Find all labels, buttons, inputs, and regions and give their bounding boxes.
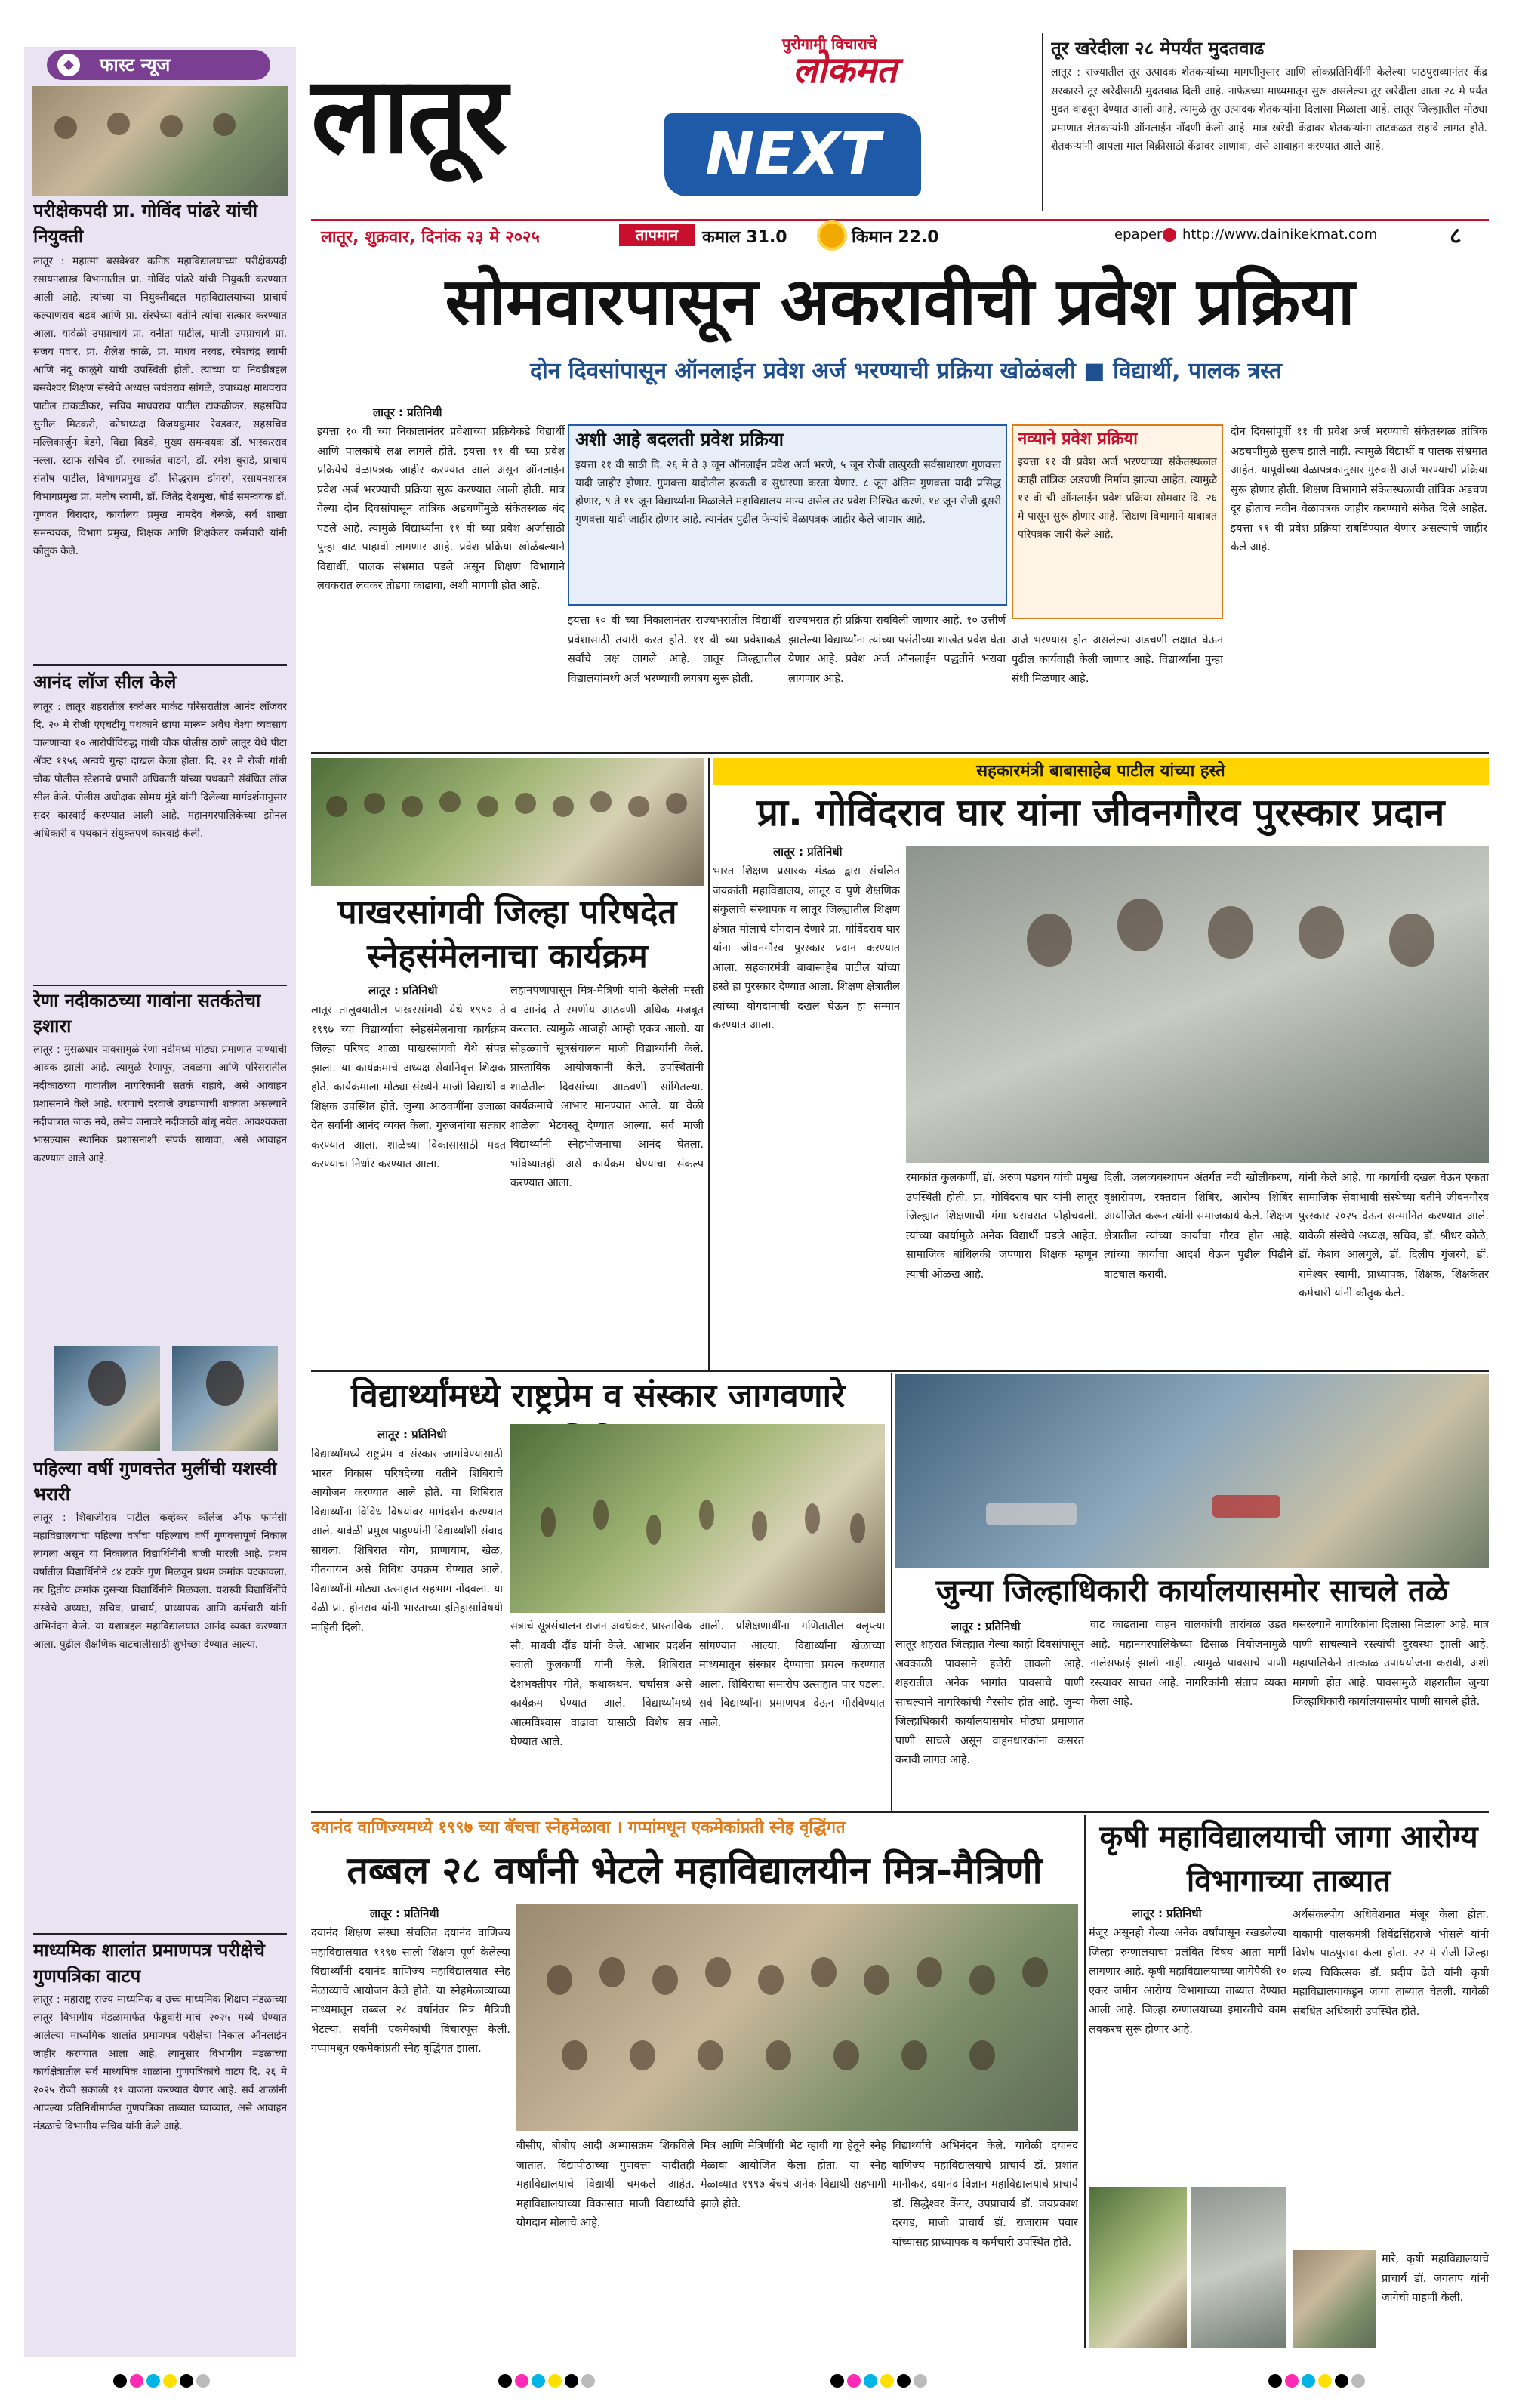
mitra-photo xyxy=(516,1904,1078,2131)
krushi-byline: लातूर : प्रतिनिधी xyxy=(1132,1907,1202,1920)
lead-title: सोमवारपासून अकरावीची प्रवेश प्रक्रिया xyxy=(445,264,1355,340)
pakh-col-2: लहानपणापासून मित्र-मैत्रिणी यांनी केलेली मस्ती व आनंद ते रमणीय आठवणी अधिक मजबूत करतात. त्यामुळे आजही आम्ही एकत्र आलो. या सोहळ्याचे सूत्रसंचालन माजी विद्यार्थ्यांनी केले. प्रास्ताविक आयोजकांनी केले. उपस्थितांनी शाळेतील दिवसांच्या आठवणी सांगितल्या. कार्यक्रमाचे आभार मानण्यात आले. या वेळी शाळेला भेटवस्तू देण्यात आल्या. सर्व माजी विद्यार्थ्यांनी स्नेहभोजनाचा आनंद घेतला. भविष्यातही असे कार्यक्रम घेण्याचा संकल्प करण्यात आला. xyxy=(510,985,704,1189)
lead-deck: दोन दिवसांपासून ऑनलाईन प्रवेश अर्ज भरण्याची प्रक्रिया खोळंबली ■ विद्यार्थी, पालक त्रस्त xyxy=(530,358,1282,384)
page-number: ८ xyxy=(1450,223,1462,249)
mitra-col-1: दयानंद शिक्षण संस्था संचलित दयानंद वाणिज्य महाविद्यालयात १९९७ साली शिक्षण पूर्ण केलेल्या विद्यार्थ्यांनी दयानंद वाणिज्य महाविद्यालयात स्नेह मेळाव्याचे आयोजन केले होते. या स्नेहमेळाव्याच्या माध्यमातून तब्बल २८ वर्षानंतर मित्र मैत्रिणी भेटल्या. सर्वांनी एकमेकांची विचारपूस केली. गप्पांमधून एकमेकांप्रती स्नेह वृद्धिंगत झाला. xyxy=(311,1927,510,2055)
krushi-col-2: अर्थसंकल्पीय अधिवेशनात मंजूर केला होता. याकामी पालकमंत्री शिवेंद्रसिंहराजे भोसले यांनी विशेष पाठपुरावा केला होता. २२ मे रोजी जिल्हा शल्य चिकित्सक डॉ. प्रदीप ढेले यांनी कृषी महाविद्यालयाकडून जागा ताब्यात घेतली. यावेळी संबंधित अधिकारी उपस्थित होते. xyxy=(1293,1909,1489,2018)
krushi-col-3: मारे, कृषी महाविद्यालयाचे प्राचार्य डॉ. जगताप यांनी जागेची पाहणी केली. xyxy=(1382,2253,1489,2304)
new-process-body: इयत्ता ११ वी प्रवेश अर्ज भरण्याच्या संकेतस्थळात काही तांत्रिक अडचणी निर्माण झाल्या आहेत. त्यामुळे ११ वी ची ऑनलाईन प्रवेश प्रक्रिया सोमवार दि. २६ मे पासून सुरू होणार आहे. शिक्षण विभागाने याबाबत परिपत्रक जारी केले आहे. xyxy=(1018,456,1217,541)
lead-col-3: राज्यभरात ही प्रक्रिया राबविली जाणार आहे. १० उत्तीर्ण झालेल्या विद्यार्थ्यांना त्यांच्या पसंतीच्या शाखेत प्रवेश घेता येणार आहे. प्रवेश अर्ज ऑनलाईन पद्धतीने भरावा लागणार आहे. xyxy=(788,615,1006,685)
shibir-photo xyxy=(510,1424,885,1613)
govind-col-2: रमाकांत कुलकर्णी, डॉ. अरुण पडघन यांची प्रमुख उपस्थिती होती. प्रा. गोविंदराव घार यांनी लातूर जिल्ह्यात शिक्षणाची गंगा घराघरात पोहोचवली. त्यांच्या कार्यामुळे अनेक विद्यार्थी घडले आहेत. सामाजिक बांधिलकी जपणारा शिक्षक म्हणून त्यांची ओळख आहे. xyxy=(906,1172,1098,1281)
talle-col-2: वाट काढताना वाहन चालकांची तारांबळ उडत आहे. महानगरपालिकेच्या ढिसाळ नियोजनामुळे नालेसफाई झाली नाही. त्यामुळे पावसाचे पाणी रस्त्यावर साचत आहे. नागरिकांनी संताप व्यक्त केला आहे. xyxy=(1090,1619,1286,1708)
new-process-title: नव्याने प्रवेश प्रक्रिया xyxy=(1018,430,1139,449)
mitra-byline: लातूर : प्रतिनिधी xyxy=(370,1907,439,1920)
temp-max: कमाल 31.0 xyxy=(702,228,787,247)
govind-col-1: भारत शिक्षण प्रसारक मंडळ द्वारा संचलित जयक्रांती महाविद्यालय, लातूर व पुणे शैक्षणिक संकुलाचे संस्थापक व लातूर जिल्ह्यातील शिक्षण क्षेत्रात मोलाचे योगदान देणारे प्रा. गोविंदराव घार यांना जीवनगौरव पुरस्कार प्रदान करण्यात आला. सहकारमंत्री बाबासाहेब पाटील यांच्या हस्ते हा पुरस्कार देण्यात आला. शिक्षण क्षेत्रातील त्यांच्या योगदानाची दखल घेऊन हा सन्मान करण्यात आला. xyxy=(713,865,900,1031)
lead-col-5: दोन दिवसांपूर्वी ११ वी प्रवेश अर्ज भरण्याचे संकेतस्थळ तांत्रिक अडचणीमुळे सुरूच झाले नाही. त्यामुळे विद्यार्थी व पालक संभ्रमात आहेत. यापूर्वीच्या वेळापत्रकानुसार गुरुवारी अर्ज भरण्याची प्रक्रिया सुरू होणार होती. शिक्षण विभागाने संकेतस्थळाची तांत्रिक अडचण दूर होताच नवीन वेळापत्रक जाहीर करण्याचे संकेत दिले आहेत. इयत्ता ११ वी प्रवेश प्रक्रिया राबविण्यात येणार असल्याचे जाहीर केले आहे. xyxy=(1231,426,1487,553)
govind-col-4: यांनी केले आहे. या कार्याची दखल घेऊन एकता सामाजिक सेवाभावी संस्थेच्या वतीने जीवनगौरव पुरस्कार २०२५ देऊन सन्मानित करण्यात आले. यावेळी संस्थेचे अध्यक्ष, सचिव, डॉ. श्रीधर कोळे, डॉ. केशव आलगुले, डॉ. दिलीप गुंजरगे, डॉ. रामेश्वर स्वामी, प्राध्यापक, शिक्षक, शिक्षकेतर कर्मचारी यांनी कौतुक केले. xyxy=(1299,1172,1489,1300)
lead-byline: लातूर : प्रतिनिधी xyxy=(373,405,442,419)
masthead-brand: लोकमत xyxy=(793,49,897,91)
mitra-kicker: दयानंद वाणिज्यमध्ये १९९७ च्या बॅचचा स्नेहमेळावा । गप्पांमधून एकमेकांप्रती स्नेह वृद्धिंगत xyxy=(311,1818,846,1837)
sun-icon xyxy=(820,224,844,248)
sidebar-photo-student-2 xyxy=(172,1346,278,1451)
lead-col-2: इयत्ता १० वी च्या निकालानंतर राज्यभरातील विद्यार्थी प्रवेशासाठी तयारी करत होते. ११ वी च्या प्रवेशाकडे सर्वांचे लक्ष लागले आहे. लातूर जिल्ह्यातील विद्यालयांमध्ये अर्ज भरण्याची लगबग सुरू होती. xyxy=(568,615,781,685)
pakh-title: पाखरसांगवी जिल्हा परिषदेत स्नेहसंमेलनाचा कार्यक्रम xyxy=(337,893,677,976)
epaper-icon xyxy=(1163,228,1176,242)
govind-byline: लातूर : प्रतिनिधी xyxy=(773,845,843,859)
shibir-byline: लातूर : प्रतिनिधी xyxy=(377,1428,447,1441)
krushi-photo-1 xyxy=(1089,2187,1187,2348)
talle-col-3: घसरल्याने नागरिकांना दिलासा मिळाला आहे. मात्र पाणी साचल्याने रस्त्यांची दुरवस्था झाली आहे. महापालिकेने तात्काळ उपाययोजना करावी, अशी मागणी होत आहे. पावसामुळे शहरातील जुन्या जिल्हाधिकारी कार्यालयासमोर पाणी साचले होते. xyxy=(1293,1619,1489,1708)
sidebar-title: फास्ट न्यूज xyxy=(100,54,171,76)
pakh-byline: लातूर : प्रतिनिधी xyxy=(368,984,438,997)
krushi-photo-2 xyxy=(1191,2187,1286,2348)
s2-body: लातूर : लातूर शहरातील स्क्वेअर मार्केट परिसरातील आनंद लॉजवर दि. २० मे रोजी एएचटीयू पथकाने छापा मारून अवैध वेश्या व्यवसाय चालणाऱ्या १० आरोपींविरुद्ध गांधी चौक पोलीस ठाणे लातूर येथे पीटा ॲक्ट १९५६ अन्वये गुन्हा दाखल केला होता. दि. २१ मे रोजी गांधी चौक पोलीस स्टेशनचे प्रभारी अधिकारी यांच्या पथकाने संबंधित लॉज सील केले. पोलीस अधीक्षक सोमय मुंडे यांनी दिलेल्या मार्गदर्शनानुसार सदर कारवाई करण्यात आली आहे. महानगरपालिकेच्या झोनल अधिकारी व पथकाने संयुक्तपणे कारवाई केली. xyxy=(33,701,287,840)
krushi-col-1: मंजूर असूनही गेल्या अनेक वर्षांपासून रखडलेल्या जिल्हा रुग्णालयाचा प्रलंबित विषय आता मार्गी लागणार आहे. कृषी महाविद्यालयाच्या जागेपैकी १० एकर जमीन आरोग्य विभागाच्या ताब्यात देण्यात आली आहे. जिल्हा रुग्णालयाच्या इमारतीचे काम लवकरच सुरू होणार आहे. xyxy=(1089,1927,1286,2036)
masthead-tagline: पुरोगामी विचाराचे xyxy=(782,35,877,53)
masthead-next: NEXT xyxy=(664,113,921,196)
lead-col-4: अर्ज भरण्यास होत असलेल्या अडचणी लक्षात घेऊन पुढील कार्यवाही केली जाणार आहे. विद्यार्थ्यांना पुन्हा संधी मिळणार आहे. xyxy=(1012,634,1223,685)
process-box-body: इयत्ता ११ वी साठी दि. २६ मे ते ३ जून ऑनलाईन प्रवेश अर्ज भरणे, ५ जून रोजी तात्पुरती सर्वसाधारण गुणवत्ता यादी जाहीर होणार. गुणवत्ता यादीतील हरकती व सुधारणा करता येणार. ८ जून अंतिम गुणवत्ता यादी प्रसिद्ध होणार, ९ ते ११ जून विद्यार्थ्यांना मिळालेले महाविद्यालय मान्य असेल तर प्रवेश निश्चित करणे, १४ जून रोजी दुसरी गुणवत्ता यादी जाहीर होणार आहे. त्यानंतर पुढील फेऱ्यांचे वेळापत्रक जाहीर केले जाणार आहे. xyxy=(575,459,1001,526)
masthead-title: लातूर xyxy=(311,54,505,177)
topright-body: लातूर : राज्यातील तूर उत्पादक शेतकऱ्यांच्या मागणीनुसार आणि लोकप्रतिनिधींनी केलेल्या पाठपुराव्यानंतर केंद्र सरकारने तूर खरेदीसाठी मुदतवाढ दिली आहे. नाफेडच्या माध्यमातून सुरू असलेल्या तूर खरेदीला आता २८ मे पर्यंत मुदत वाढवून देण्यात आली आहे. त्यामुळे तूर उत्पादक शेतकऱ्यांना दिलासा मिळाला आहे. लातूर जिल्ह्यातील मोठ्या प्रमाणात शेतकऱ्यांनी ऑनलाईन नोंदणी केली आहे. मात्र खरेदी केंद्रावर शेतकऱ्यांना ताटकळत राहावे लागत होते. शेतकऱ्यांनी आपला माल विक्रीसाठी केंद्रावर आणावा, असे आवाहन करण्यात आले आहे. xyxy=(1051,66,1487,153)
s1-body: लातूर : महात्मा बसवेश्वर कनिष्ठ महाविद्यालयाच्या परीक्षेकपदी रसायनशास्त्र विभागातील प्रा. गोविंद पांढरे यांची नियुक्ती करण्यात आली आहे. त्यांच्या या नियुक्तीबद्दल महाविद्यालयाच्या प्राचार्य कल्याणराव बडवे आणि प्रा. संस्थेच्या वतीने त्यांचा सत्कार करण्यात आला. यावेळी उपप्राचार्य प्रा. वनीता पाटील, माजी उपप्राचार्य प्रा. संजय पवार, प्रा. शैलेश काळे, प्रा. माधव नरवड, रमेशचंद्र स्वामी आणि नंदू काळुंगे यांची उपस्थिती होती. त्यांच्या या निवडीबद्दल बसवेश्वर शिक्षण संस्थेचे अध्यक्ष जयंतराव सांगळे, उपाध्यक्ष माधवराव पाटील टाकळीकर, सचिव माधवराव पाटील टाकळीकर, सहसचिव सुनील मिटकरी, कोषाध्यक्ष विजयकुमार रेवडकर, सहसचिव मल्लिकार्जुन बेडगे, विद्या बिडवे, मुख्य समन्वयक डॉ. भास्करराव नल्ला, स्टाफ सचिव डॉ. रमाकांत घाडगे, डॉ. रमेश बुराडे, प्राचार्य संतोष पाटील, विभागप्रमुख डॉ. सिद्धराम डोंगरगे, रसायनशास्त्र विभागप्रमुख प्रा. मंतोष स्वामी, डॉ. जितेंद्र देशमुख, बोर्ड समन्वयक डॉ. गुणवंत बिरादार, कार्यालय प्रमुख नामदेव बेरूळे, सर्व शाखा समन्वयक, विभाग प्रमुख, शिक्षक आणि शिक्षकेतर कर्मचारी यांनी कौतुक केले. xyxy=(33,255,287,557)
s5-title: माध्यमिक शालांत प्रमाणपत्र परीक्षेचे गुणपत्रिका वाटप xyxy=(33,1940,265,1987)
mitra-col-2: बीसीए, बीबीए आदी अभ्यासक्रम शिकविले जातात. विद्यापीठाच्या गुणवत्ता यादीतही महाविद्यालयाचे विद्यार्थी चमकले आहेत. महाविद्यालयाच्या विकासात माजी विद्यार्थ्यांचे योगदान मोलाचे आहे. xyxy=(516,2140,695,2229)
fast-news-icon: ◆ xyxy=(57,54,80,76)
sidebar-photo-student-1 xyxy=(54,1346,160,1451)
shibir-col-1: विद्यार्थ्यांमध्ये राष्ट्रप्रेम व संस्कार जागविण्यासाठी भारत विकास परिषदेच्या वतीने शिबिराचे आयोजन करण्यात आले होते. या शिबिरात विद्यार्थ्यांना विविध विषयांवर मार्गदर्शन करण्यात आले. यावेळी प्रमुख पाहुण्यांनी विद्यार्थ्यांशी संवाद साधला. शिबिरात योग, प्राणायाम, खेळ, गीतगायन असे विविध उपक्रम घेण्यात आले. विद्यार्थ्यांनी मोठ्या उत्साहात सहभाग नोंदवला. या वेळी प्रा. होनराव यांनी भारताच्या इतिहासाविषयी माहिती दिली. xyxy=(311,1448,503,1634)
sidebar-photo-1 xyxy=(32,86,288,196)
pakh-col-1: लातूर तालुक्यातील पाखरसांगवी येथे १९९० ते १९९७ च्या विद्यार्थ्यांचा स्नेहसंमेलनाचा कार्यक्रम जिल्हा परिषद शाळा पाखरसांगवी येथे संपन्न झाला. या कार्यक्रमाचे अध्यक्ष सेवानिवृत्त शिक्षक होते. कार्यक्रमाला मोठ्या संख्येने माजी विद्यार्थी व शिक्षक उपस्थित होते. जुन्या आठवणींना उजाळा देत सर्वांनी आनंद व्यक्त केला. गुरुजनांचा सत्कार करण्यात आला. शाळेच्या विकासासाठी मदत करण्याचा निर्धार करण्यात आला. xyxy=(311,1004,506,1170)
s2-title: आनंद लॉज सील केले xyxy=(33,671,177,692)
mitra-col-4: विद्यार्थ्यांचे अभिनंदन केले. यावेळी दयानंद वाणिज्य महाविद्यालयाचे प्राचार्य डॉ. प्रशांत मानीकर, दयानंद विज्ञान महाविद्यालयाचे प्राचार्य डॉ. सिद्धेश्वर केंगर, उपप्राचार्य डॉ. जयप्रकाश दरगड, माजी प्राचार्य डॉ. राजाराम पवार यांच्यासह प्राध्यापक व कर्मचारी उपस्थित होते. xyxy=(892,2140,1078,2249)
shibir-col-2: सत्राचे सूत्रसंचालन राजन अवधेकर, प्रास्ताविक सौ. माधवी दौंड यांनी केले. आभार प्रदर्शन स्वाती कुलकर्णी यांनी केले. शिबिरात देशभक्तीपर गीते, कथाकथन, चर्चासत्र असे कार्यक्रम घेण्यात आले. विद्यार्थ्यांमध्ये आत्मविश्वास वाढावा यासाठी विशेष सत्र घेण्यात आले. xyxy=(510,1620,692,1748)
epaper-label: epaper xyxy=(1114,227,1163,242)
talle-title: जुन्या जिल्हाधिकारी कार्यालयासमोर साचले तळे xyxy=(935,1574,1449,1608)
sidebar-header xyxy=(47,50,270,80)
krushi-title: कृषी महाविद्यालयाची जागा आरोग्य विभागाच्या ताब्यात xyxy=(1099,1820,1478,1898)
s1-title: परीक्षेकपदी प्रा. गोविंद पांढरे यांची नियुक्ती xyxy=(33,200,258,247)
dateline: लातूर, शुक्रवार, दिनांक २३ मे २०२५ xyxy=(321,228,540,247)
mitra-col-3: मित्र आणि मैत्रिणींची भेट व्हावी या हेतूने स्नेह मेळावा आयोजित केला होता. या स्नेह मेळाव्यात १९९७ बॅचचे अनेक विद्यार्थी सहभागी झाले होते. xyxy=(701,2140,886,2210)
temp-label: तापमान xyxy=(619,224,695,246)
process-box-title: अशी आहे बदलती प्रवेश प्रक्रिया xyxy=(575,429,784,450)
site-url[interactable]: http://www.dainikekmat.com xyxy=(1182,227,1378,242)
topright-title: तूर खरेदीला २८ मेपर्यंत मुदतवाढ xyxy=(1051,38,1265,59)
shibir-col-3: आली. प्रशिक्षणार्थींना गणितातील क्लृप्त्या सांगण्यात आल्या. विद्यार्थ्यांना खेळाच्या माध्यमातून संस्कार देण्याचा प्रयत्न करण्यात आला. शिबिराचा समारोप उत्साहात पार पडला. सर्व विद्यार्थ्यांना प्रमाणपत्र देऊन गौरविण्यात आले. xyxy=(699,1620,885,1729)
mitra-title: तब्बल २८ वर्षांनी भेटले महाविद्यालयीन मित्र-मैत्रिणी xyxy=(347,1848,1043,1892)
talle-byline: लातूर : प्रतिनिधी xyxy=(951,1620,1021,1633)
lead-col-1: इयत्ता १० वी च्या निकालानंतर प्रवेशाच्या प्रक्रियेकडे विद्यार्थी आणि पालकांचे लक्ष लागले होते. इयत्ता ११ वी च्या प्रवेश प्रक्रियेचे वेळापत्रक जाहीर करण्यात आले असून ऑनलाईन प्रवेश अर्ज भरण्याची प्रक्रिया सुरू करण्यात आली होती. मात्र गेल्या दोन दिवसांपासून तांत्रिक अडचणींमुळे संकेतस्थळ बंद पडले आहे. त्यामुळे विद्यार्थ्यांना ११ वी च्या प्रवेश अर्जासाठी पुन्हा वाट पाहावी लागणार आहे. प्रवेश प्रक्रिया खोळंबल्याने विद्यार्थी, पालक संभ्रमात पडले असून शिक्षण विभागाने लवकरात लवकर तोडगा काढावा, अशी मागणी होत आहे. xyxy=(317,426,565,592)
krushi-photo-3 xyxy=(1293,2250,1376,2348)
shibir-title: विद्यार्थ्यांमध्ये राष्ट्रप्रेम व संस्कार जागवणारे xyxy=(351,1377,845,1415)
govind-col-3: दिली. जलव्यवस्थापन अंतर्गत नदी खोलीकरण, वृक्षारोपण, रक्तदान शिबिर, आरोग्य शिबिर आयोजित करून त्यांनी समाजकार्य केले. शिक्षण क्षेत्रातील त्यांच्या कार्याचा गौरव होत आहे. त्यांच्या कार्याचा आदर्श घेऊन पुढील पिढीने वाटचाल करावी. xyxy=(1104,1172,1293,1281)
temp-min: किमान 22.0 xyxy=(852,228,939,247)
s3-body: लातूर : मुसळधार पावसामुळे रेणा नदीमध्ये मोठ्या प्रमाणात पाण्याची आवक झाली आहे. त्यामुळे रेणापूर, जवळगा आणि परिसरातील नदीकाठच्या गावांतील नागरिकांनी सतर्क राहावे, असे आवाहन प्रशासनाने केले आहे. धरणाचे दरवाजे उघडण्याची शक्यता असल्याने नदीपात्रात जाऊ नये, तसेच जनावरे नदीकाठी बांधू नयेत. आवश्यकता भासल्यास स्थानिक प्रशासनाशी संपर्क साधावा, असे आवाहन करण्यात आले आहे. xyxy=(33,1044,287,1164)
talle-col-1: लातूर शहरात जिल्ह्यात गेल्या काही दिवसांपासून अवकाळी पावसाने हजेरी लावली आहे. शहरातील अनेक भागांत पावसाचे पाणी साचल्याने नागरिकांची गैरसोय होत आहे. जुन्या जिल्हाधिकारी कार्यालयासमोर मोठ्या प्रमाणात पाणी साचले असून वाहनधारकांना कसरत करावी लागत आहे. xyxy=(895,1639,1084,1766)
govind-title: प्रा. गोविंदराव घार यांना जीवनगौरव पुरस्कार प्रदान xyxy=(756,791,1445,834)
s4-body: लातूर : शिवाजीराव पाटील कव्हेकर कॉलेज ऑफ फार्मसी महाविद्यालयाचा पहिल्या वर्षाचा पहिल्याच वर्षी गुणवत्तापूर्ण निकाल लागला असून या निकालात विद्यार्थिनींनी बाजी मारली आहे. प्रथम वर्षातील विद्यार्थिनीने ८४ टक्के गुण मिळवून प्रथम क्रमांक पटकावला, तर द्वितीय क्रमांक दुसऱ्या विद्यार्थिनीने मिळवला. यशस्वी विद्यार्थिनींचे संस्थेचे अध्यक्ष, सचिव, प्राचार्य, प्राध्यापक आणि कर्मचारी यांनी अभिनंदन केले. या यशाबद्दल महाविद्यालयात आनंद व्यक्त करण्यात आला. पुढील शैक्षणिक वाटचालीसाठी शुभेच्छा देण्यात आल्या. xyxy=(33,1512,287,1651)
talle-photo xyxy=(895,1374,1489,1568)
govind-banner: सहकारमंत्री बाबासाहेब पाटील यांच्या हस्ते xyxy=(713,758,1489,785)
s4-title: पहिल्या वर्षी गुणवत्तेत मुलींची यशस्वी भरारी xyxy=(33,1458,277,1505)
s5-body: लातूर : महाराष्ट्र राज्य माध्यमिक व उच्च माध्यमिक शिक्षण मंडळाच्या लातूर विभागीय मंडळामार्फत फेब्रुवारी-मार्च २०२५ मध्ये घेण्यात आलेल्या माध्यमिक शालांत प्रमाणपत्र परीक्षेचा निकाल ऑनलाईन जाहीर करण्यात आला आहे. त्यानुसार विभागीय मंडळाच्या कार्यक्षेत्रातील सर्व माध्यमिक शाळांना गुणपत्रिकांचे वाटप दि. २६ मे २०२५ रोजी सकाळी ११ वाजता करण्यात येणार आहे. सर्व शाळांनी आपल्या प्रतिनिधीमार्फत गुणपत्रिका ताब्यात घ्याव्यात, असे आवाहन मंडळाचे विभागीय सचिव यांनी केले आहे. xyxy=(33,1993,287,2132)
govind-photo xyxy=(906,846,1489,1163)
s3-title: रेणा नदीकाठच्या गावांना सतर्कतेचा इशारा xyxy=(33,990,261,1037)
pakh-photo xyxy=(311,758,704,886)
